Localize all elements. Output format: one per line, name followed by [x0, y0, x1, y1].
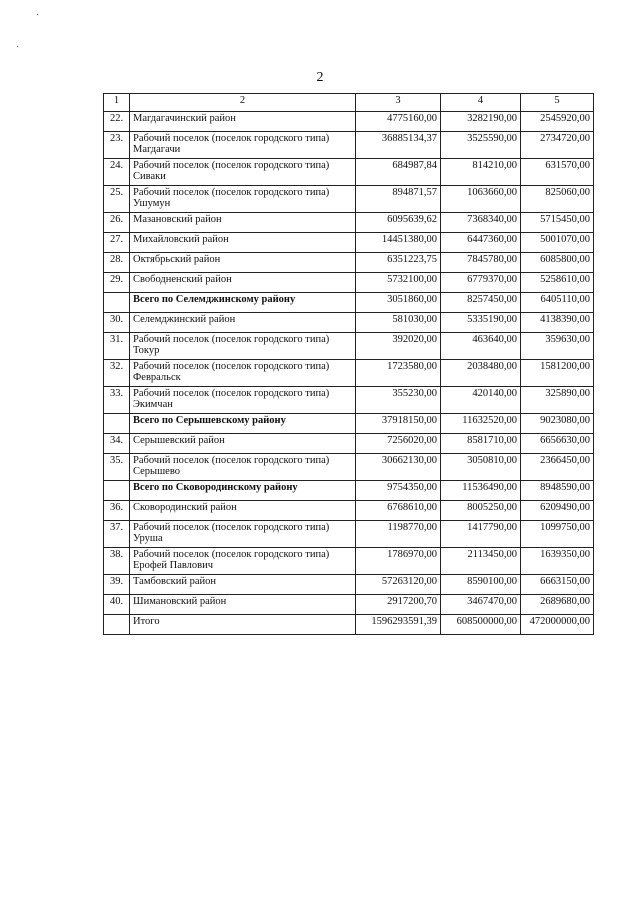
value-col5: 5258610,00 — [521, 273, 594, 293]
row-name: Всего по Селемджинскому району — [130, 293, 356, 313]
value-col3: 6095639,62 — [356, 213, 441, 233]
value-col5: 359630,00 — [521, 333, 594, 360]
value-col4: 3467470,00 — [441, 595, 521, 615]
row-name: Рабочий поселок (поселок городского типа) Ушумун — [130, 186, 356, 213]
row-number: 36. — [104, 501, 130, 521]
row-number: 26. — [104, 213, 130, 233]
table-row — [104, 548, 594, 575]
table-row — [104, 213, 594, 233]
value-col3: 37918150,00 — [356, 414, 441, 434]
row-number: 33. — [104, 387, 130, 414]
value-col4: 7845780,00 — [441, 253, 521, 273]
value-col5: 2545920,00 — [521, 112, 594, 132]
value-col5: 6085800,00 — [521, 253, 594, 273]
value-col3: 1723580,00 — [356, 360, 441, 387]
table-body — [104, 112, 594, 635]
row-name: Рабочий поселок (поселок городского типа) Уруша — [130, 521, 356, 548]
subtotal-row — [104, 414, 594, 434]
row-name: Рабочий поселок (поселок городского типа) Экимчан — [130, 387, 356, 414]
value-col4: 3525590,00 — [441, 132, 521, 159]
value-col5: 1099750,00 — [521, 521, 594, 548]
value-col3: 30662130,00 — [356, 454, 441, 481]
value-col4: 8590100,00 — [441, 575, 521, 595]
table-row — [104, 132, 594, 159]
table-row — [104, 501, 594, 521]
table-row — [104, 595, 594, 615]
value-col4: 11536490,00 — [441, 481, 521, 501]
value-col3: 1198770,00 — [356, 521, 441, 548]
row-number: 30. — [104, 313, 130, 333]
value-col4: 5335190,00 — [441, 313, 521, 333]
header-cell: 4 — [441, 94, 521, 112]
row-number: 34. — [104, 434, 130, 454]
table-row — [104, 233, 594, 253]
value-col3: 894871,57 — [356, 186, 441, 213]
row-number: 37. — [104, 521, 130, 548]
value-col5: 6663150,00 — [521, 575, 594, 595]
row-name: Тамбовский район — [130, 575, 356, 595]
value-col4: 7368340,00 — [441, 213, 521, 233]
table-row — [104, 273, 594, 293]
table-row — [104, 313, 594, 333]
value-col5: 5001070,00 — [521, 233, 594, 253]
row-number — [104, 414, 130, 434]
value-col3: 5732100,00 — [356, 273, 441, 293]
row-name: Рабочий поселок (поселок городского типа) Серышево — [130, 454, 356, 481]
value-col4: 8581710,00 — [441, 434, 521, 454]
row-number: 29. — [104, 273, 130, 293]
value-col4: 3282190,00 — [441, 112, 521, 132]
value-col5: 8948590,00 — [521, 481, 594, 501]
value-col4: 463640,00 — [441, 333, 521, 360]
row-number: 22. — [104, 112, 130, 132]
row-number — [104, 293, 130, 313]
row-name: Рабочий поселок (поселок городского типа) Токур — [130, 333, 356, 360]
header-cell: 2 — [130, 94, 356, 112]
value-col5: 5715450,00 — [521, 213, 594, 233]
value-col4: 8005250,00 — [441, 501, 521, 521]
row-number — [104, 615, 130, 635]
table-row — [104, 454, 594, 481]
row-number: 27. — [104, 233, 130, 253]
subtotal-row — [104, 481, 594, 501]
row-name: Шимановский район — [130, 595, 356, 615]
value-col5: 325890,00 — [521, 387, 594, 414]
value-col4: 1417790,00 — [441, 521, 521, 548]
header-cell: 1 — [104, 94, 130, 112]
row-number: 28. — [104, 253, 130, 273]
value-col3: 1786970,00 — [356, 548, 441, 575]
table-row — [104, 333, 594, 360]
budget-table — [103, 93, 594, 635]
value-col4: 6779370,00 — [441, 273, 521, 293]
value-col4: 3050810,00 — [441, 454, 521, 481]
header-row — [104, 94, 594, 112]
table-row — [104, 253, 594, 273]
value-col3: 392020,00 — [356, 333, 441, 360]
row-name: Рабочий поселок (поселок городского типа) Февральск — [130, 360, 356, 387]
row-name: Итого — [130, 615, 356, 635]
value-col3: 36885134,37 — [356, 132, 441, 159]
value-col4: 2113450,00 — [441, 548, 521, 575]
value-col5: 631570,00 — [521, 159, 594, 186]
row-name: Всего по Сковородинскому району — [130, 481, 356, 501]
total-row — [104, 615, 594, 635]
value-col4: 11632520,00 — [441, 414, 521, 434]
value-col3: 684987,84 — [356, 159, 441, 186]
table-row — [104, 360, 594, 387]
value-col5: 6209490,00 — [521, 501, 594, 521]
value-col5: 825060,00 — [521, 186, 594, 213]
value-col3: 355230,00 — [356, 387, 441, 414]
value-col4: 420140,00 — [441, 387, 521, 414]
row-name: Всего по Серышевскому району — [130, 414, 356, 434]
value-col5: 9023080,00 — [521, 414, 594, 434]
row-name: Сковородинский район — [130, 501, 356, 521]
subtotal-row — [104, 293, 594, 313]
value-col3: 4775160,00 — [356, 112, 441, 132]
row-name: Рабочий поселок (поселок городского типа) Ерофей Павлович — [130, 548, 356, 575]
value-col3: 7256020,00 — [356, 434, 441, 454]
value-col3: 3051860,00 — [356, 293, 441, 313]
value-col4: 8257450,00 — [441, 293, 521, 313]
row-name: Магдагачинский район — [130, 112, 356, 132]
scan-speck: · — [16, 42, 20, 53]
value-col4: 608500000,00 — [441, 615, 521, 635]
header-cell: 5 — [521, 94, 594, 112]
table-row — [104, 186, 594, 213]
value-col3: 14451380,00 — [356, 233, 441, 253]
value-col3: 6768610,00 — [356, 501, 441, 521]
value-col5: 6656630,00 — [521, 434, 594, 454]
value-col3: 1596293591,39 — [356, 615, 441, 635]
row-number: 38. — [104, 548, 130, 575]
row-number: 35. — [104, 454, 130, 481]
row-number: 23. — [104, 132, 130, 159]
row-number: 32. — [104, 360, 130, 387]
table-row — [104, 112, 594, 132]
row-number — [104, 481, 130, 501]
value-col3: 581030,00 — [356, 313, 441, 333]
page-number: 2 — [316, 70, 324, 85]
table-row — [104, 159, 594, 186]
header-cell: 3 — [356, 94, 441, 112]
value-col3: 9754350,00 — [356, 481, 441, 501]
row-name: Серышевский район — [130, 434, 356, 454]
row-name: Михайловский район — [130, 233, 356, 253]
value-col5: 1581200,00 — [521, 360, 594, 387]
value-col5: 1639350,00 — [521, 548, 594, 575]
value-col5: 2689680,00 — [521, 595, 594, 615]
row-name: Октябрьский район — [130, 253, 356, 273]
table-row — [104, 387, 594, 414]
table-row — [104, 521, 594, 548]
row-number: 31. — [104, 333, 130, 360]
row-number: 39. — [104, 575, 130, 595]
value-col5: 2366450,00 — [521, 454, 594, 481]
row-number: 24. — [104, 159, 130, 186]
row-number: 40. — [104, 595, 130, 615]
value-col3: 2917200,70 — [356, 595, 441, 615]
value-col3: 57263120,00 — [356, 575, 441, 595]
value-col4: 814210,00 — [441, 159, 521, 186]
row-name: Свободненский район — [130, 273, 356, 293]
value-col4: 6447360,00 — [441, 233, 521, 253]
row-name: Мазановский район — [130, 213, 356, 233]
value-col4: 1063660,00 — [441, 186, 521, 213]
table-row — [104, 434, 594, 454]
value-col5: 6405110,00 — [521, 293, 594, 313]
row-name: Рабочий поселок (поселок городского типа) Магдагачи — [130, 132, 356, 159]
row-number: 25. — [104, 186, 130, 213]
value-col5: 472000000,00 — [521, 615, 594, 635]
value-col5: 2734720,00 — [521, 132, 594, 159]
row-name: Рабочий поселок (поселок городского типа) Сиваки — [130, 159, 356, 186]
value-col4: 2038480,00 — [441, 360, 521, 387]
scan-speck: · — [36, 10, 40, 21]
table-row — [104, 575, 594, 595]
value-col3: 6351223,75 — [356, 253, 441, 273]
row-name: Селемджинский район — [130, 313, 356, 333]
value-col5: 4138390,00 — [521, 313, 594, 333]
